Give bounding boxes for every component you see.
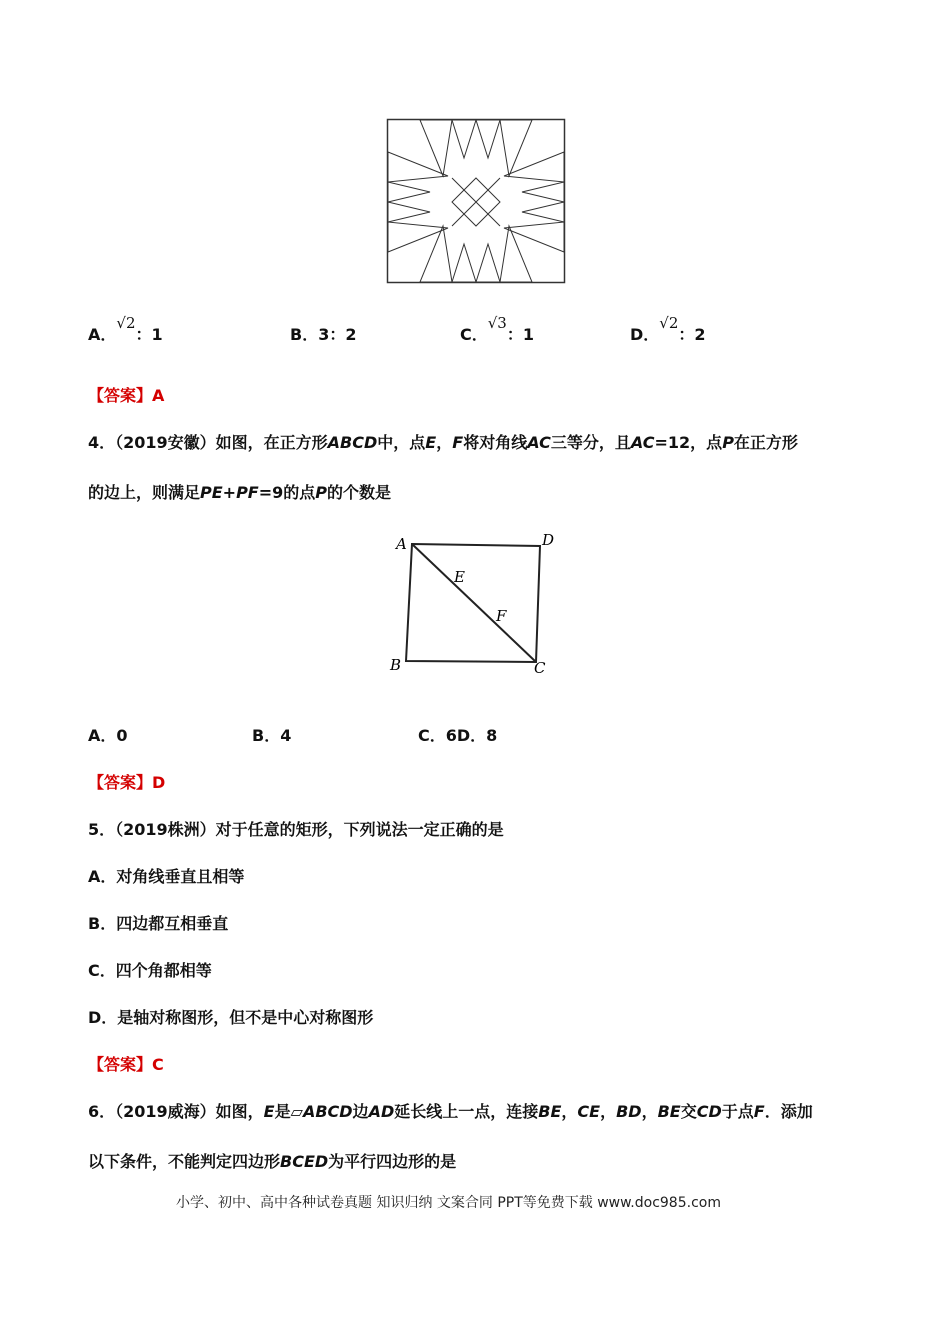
label-d: D — [542, 531, 555, 549]
label-a: A — [396, 535, 407, 553]
option-c: C．√3：1 — [460, 314, 534, 344]
page-footer: 小学、初中、高中各种试卷真题 知识归纳 文案合同 PPT等免费下载 www.doc985.com — [176, 1195, 721, 1211]
square-abcd-figure — [388, 530, 564, 680]
star-pattern-figure — [386, 118, 566, 284]
question-5-stem: 5．（2019株洲）对于任意的矩形，下列说法一定正确的是 — [88, 820, 504, 839]
label-e: E — [454, 568, 465, 586]
option-b: B．3：2 — [290, 325, 357, 344]
q4-option-b: B．4 — [252, 726, 292, 745]
answer-4: 【答案】D — [88, 773, 166, 792]
parallelogram-symbol: ▱ — [290, 1102, 303, 1121]
option-d: D．√2：2 — [630, 314, 706, 344]
answer-5: 【答案】C — [88, 1055, 164, 1074]
option-a: A．√2：1 — [88, 314, 163, 344]
answer-3: 【答案】A — [88, 386, 165, 405]
label-f: F — [496, 607, 507, 625]
question-6-line-2: 以下条件，不能判定四边形BCED为平行四边形的是 — [88, 1152, 457, 1171]
q4-option-cd: C．6D．8 — [418, 726, 498, 745]
q5-option-a: A．对角线垂直且相等 — [88, 867, 245, 886]
question-6-line-1: 6．（2019威海）如图，E是▱ABCD边AD延长线上一点，连接BE，CE，BD，BE交CD于点F．添加 — [88, 1102, 813, 1121]
question-4-line-2: 的边上，则满足PE+PF=9的点P的个数是 — [88, 483, 392, 502]
q5-option-b: B．四边都互相垂直 — [88, 914, 229, 933]
q5-option-d: D．是轴对称图形，但不是中心对称图形 — [88, 1008, 374, 1027]
label-b: B — [390, 656, 402, 674]
label-c: C — [534, 659, 546, 677]
question-4-line-1: 4．（2019安徽）如图，在正方形ABCD中，点E，F将对角线AC三等分，且AC=12，点P在正方形 — [88, 433, 798, 452]
q5-option-c: C．四个角都相等 — [88, 961, 212, 980]
q4-option-a: A．0 — [88, 726, 128, 745]
